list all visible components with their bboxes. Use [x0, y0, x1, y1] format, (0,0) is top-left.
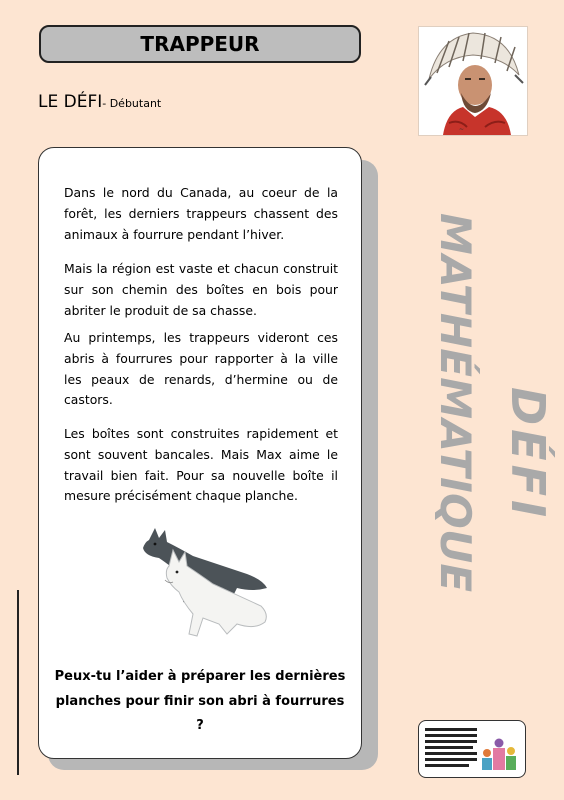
- challenge-question: Peux-tu l’aider à préparer les dernières planches pour finir son abri à fourrures ?: [54, 669, 346, 733]
- trapper-portrait: [418, 26, 528, 136]
- story-paragraph-4: Les boîtes sont construites rapidement et sont souvent bancales. Mais Max aime le travail bien fait. Pour sa nouvelle boîte il mesure précisément chaque planche.: [64, 426, 338, 504]
- story-paragraph-2: Mais la région est vaste et chacun construit sur son chemin des boîtes en bois pour abriter le produit de sa chasse.: [64, 261, 338, 318]
- svg-text:~: ~: [459, 126, 465, 133]
- vertical-word-defi: DÉFI: [501, 387, 555, 522]
- side-rule: [17, 590, 19, 775]
- vertical-title: [380, 195, 564, 685]
- title-banner: [39, 25, 361, 63]
- publisher-logo: [418, 720, 526, 778]
- level-label: [38, 92, 161, 112]
- level-main: LE DÉFI: [38, 92, 103, 112]
- story-paragraph-1: Dans le nord du Canada, au coeur de la forêt, les derniers trappeurs chassent des animaux à fourrure pendant l’hiver.: [64, 185, 338, 242]
- vertical-word-mathematique: MATHÉMATIQUE: [431, 213, 480, 593]
- arctic-foxes-illustration: [135, 522, 275, 642]
- level-sub: - Débutant: [102, 97, 162, 110]
- page-title: TRAPPEUR: [140, 32, 260, 56]
- story-paragraph-3: Au printemps, les trappeurs videront ces abris à fourrures pour rapporter à la ville les peaux de renards, d’hermine ou de castors.: [64, 330, 338, 408]
